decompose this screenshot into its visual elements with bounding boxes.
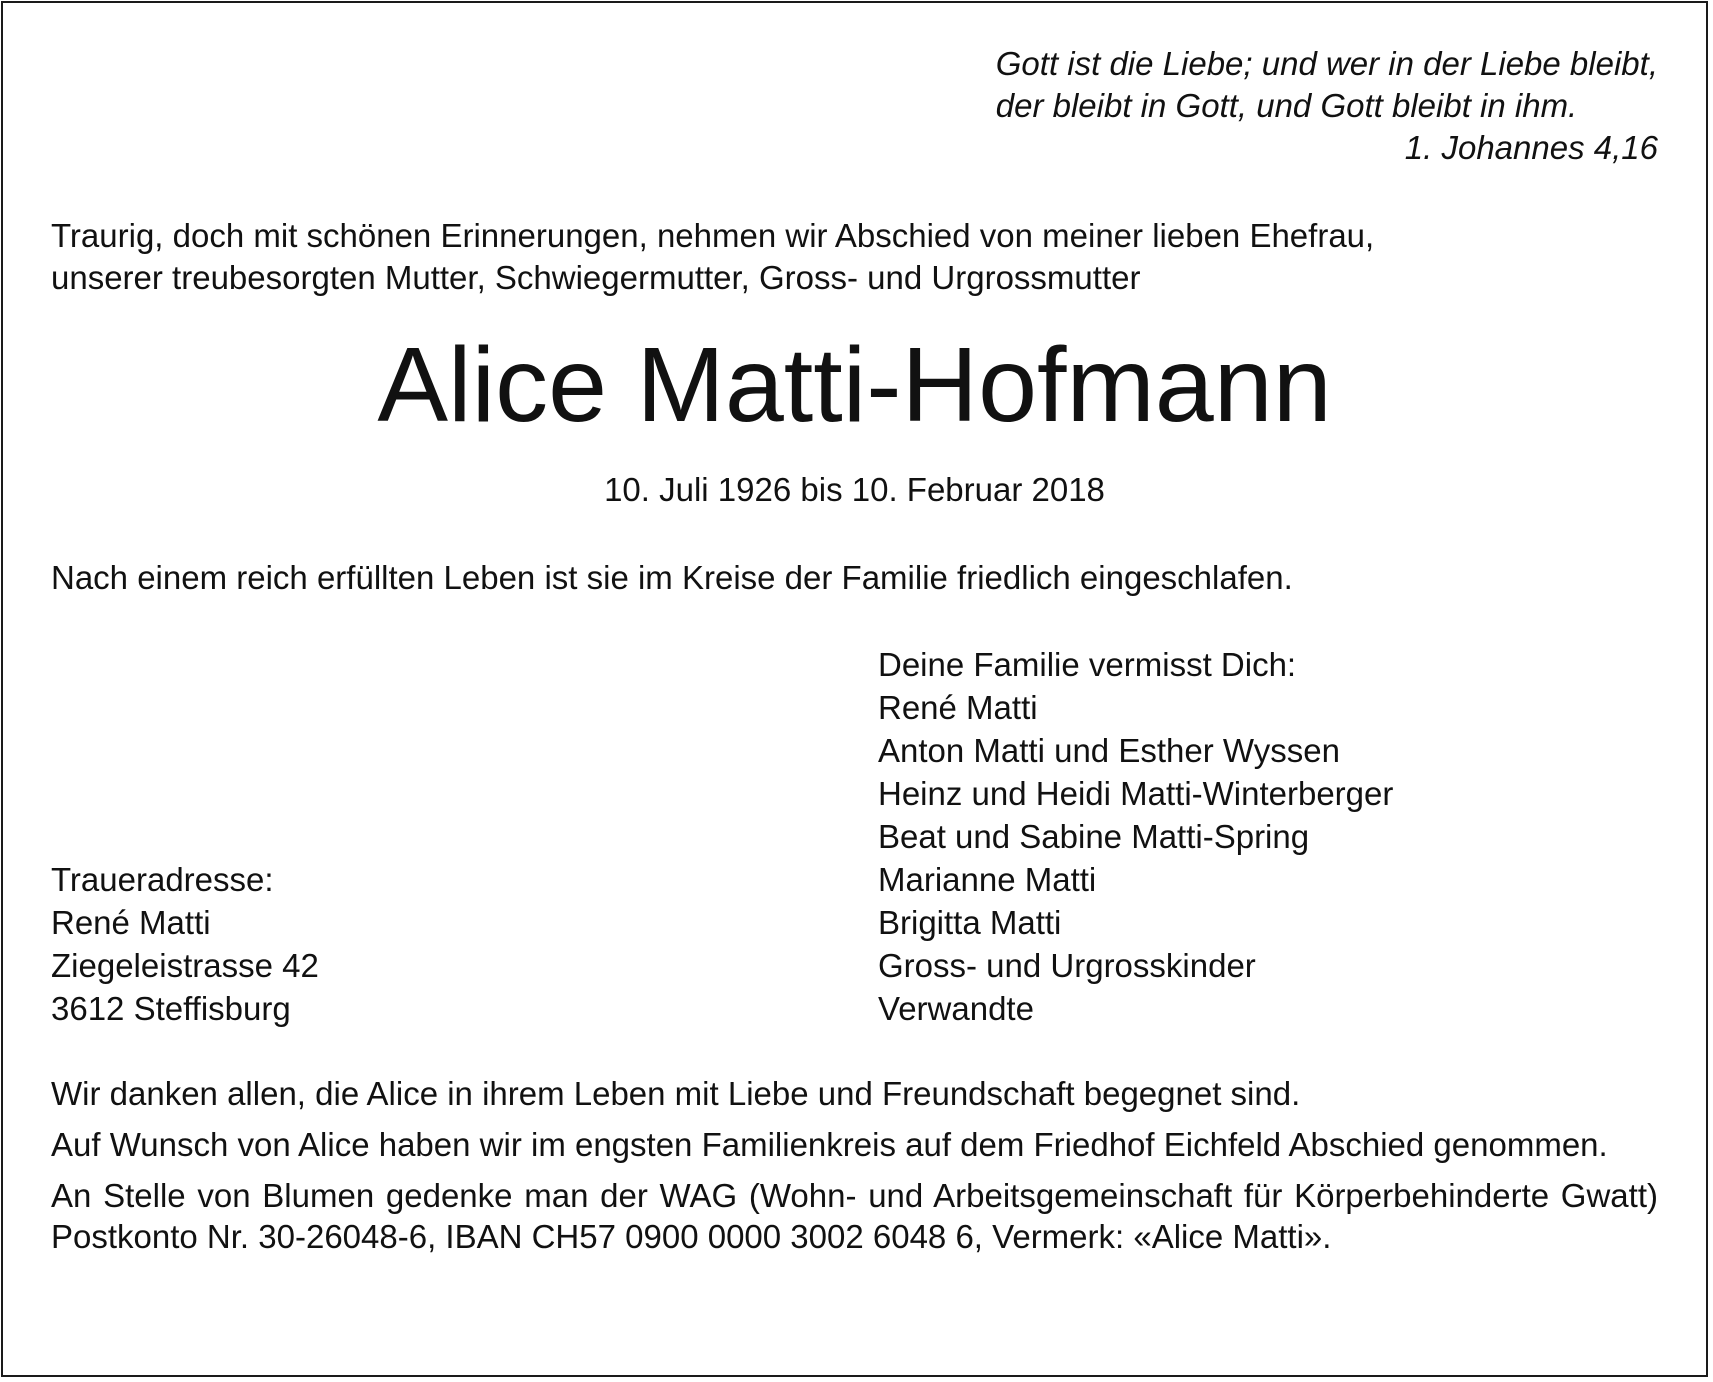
address-city: 3612 Steffisburg xyxy=(51,990,291,1027)
bible-verse xyxy=(996,43,1658,169)
intro-line-2: unserer treubesorgten Mutter, Schwiegermutter, Gross- und Urgrossmutter xyxy=(51,259,1141,296)
intro-text xyxy=(51,215,1658,299)
family-member: René Matti xyxy=(878,689,1038,726)
verse-line-2: der bleibt in Gott, und Gott bleibt in ihm. xyxy=(995,87,1578,124)
family-heading: Deine Familie vermisst Dich: xyxy=(878,646,1297,683)
family-member: Heinz und Heidi Matti-Winterberger xyxy=(878,775,1394,812)
address-heading: Traueradresse: xyxy=(51,861,274,898)
thanks-paragraph: Wir danken allen, die Alice in ihrem Leben mit Liebe und Freundschaft begegnet sind. xyxy=(51,1075,1301,1112)
mourning-address xyxy=(51,858,319,1030)
family-member: Beat und Sabine Matti-Spring xyxy=(878,818,1310,855)
deceased-name: Alice Matti-Hofmann xyxy=(377,326,1332,444)
farewell-paragraph: Auf Wunsch von Alice haben wir im engsten Familienkreis auf dem Friedhof Eichfeld Abschied genommen. xyxy=(51,1126,1608,1163)
family-member: Gross- und Urgrosskinder xyxy=(878,947,1256,984)
peaceful-statement: Nach einem reich erfüllten Leben ist sie im Kreise der Familie friedlich eingeschlafen. xyxy=(51,559,1293,596)
closing-section xyxy=(51,1073,1658,1267)
donation-paragraph: An Stelle von Blumen gedenke man der WAG (Wohn- und Arbeitsgemeinschaft für Körperbehinderte Gwatt) Postkonto Nr. 30-26048-6, IBAN CH57 0900 0000 3002 6048 6, Vermerk: «Alice Matti». xyxy=(51,1177,1658,1255)
family-list xyxy=(878,643,1393,1030)
verse-reference: 1. Johannes 4,16 xyxy=(1404,129,1658,166)
family-member: Marianne Matti xyxy=(878,861,1097,898)
obituary-notice xyxy=(1,1,1708,1377)
family-member: Brigitta Matti xyxy=(878,904,1062,941)
life-dates: 10. Juli 1926 bis 10. Februar 2018 xyxy=(604,471,1105,508)
family-member: Verwandte xyxy=(878,990,1034,1027)
family-member: Anton Matti und Esther Wyssen xyxy=(878,732,1340,769)
verse-line-1: Gott ist die Liebe; und wer in der Liebe bleibt, xyxy=(995,45,1658,82)
address-street: Ziegeleistrasse 42 xyxy=(51,947,319,984)
address-name: René Matti xyxy=(51,904,211,941)
intro-line-1: Traurig, doch mit schönen Erinnerungen, nehmen wir Abschied von meiner lieben Ehefrau, xyxy=(51,217,1375,254)
